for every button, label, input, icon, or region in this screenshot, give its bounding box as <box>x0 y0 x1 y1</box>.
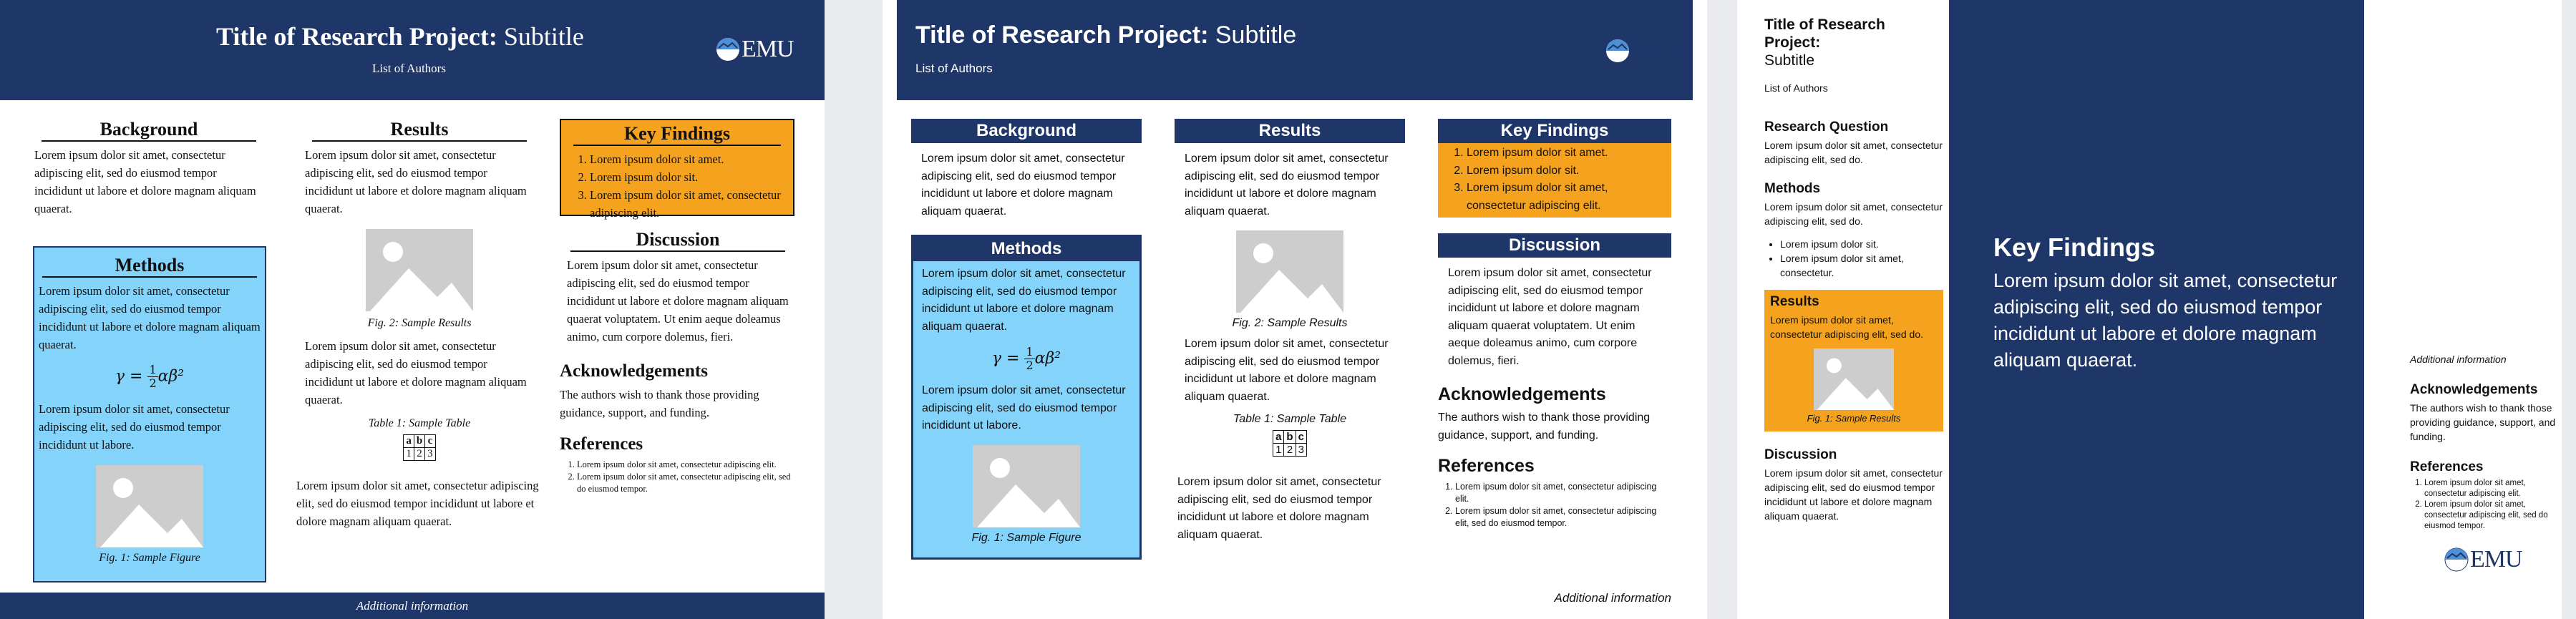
list-item: 1. Lorem ipsum dolor sit amet. <box>590 150 786 168</box>
emu-logo <box>716 36 794 63</box>
background-text: Lorem ipsum dolor sit amet, consectetur adipiscing elit, sed do eiusmod tempor incididunt ut labore et dolore magnam aliquam quaerat. <box>921 152 1125 218</box>
section-heading-methods: Methods <box>1764 181 1821 196</box>
key-findings-list <box>1445 145 1664 215</box>
table-caption: Table 1: Sample Table <box>1233 413 1347 425</box>
key-findings-panel <box>1949 0 2364 619</box>
column-right <box>2410 354 2557 573</box>
figure-caption: Fig. 1: Sample Figure <box>99 552 200 564</box>
results-text: Lorem ipsum dolor sit amet, consectetur adipiscing elit, sed do. <box>1770 314 1924 340</box>
research-question-text: Lorem ipsum dolor sit amet, consectetur adipiscing elit, sed do. <box>1764 140 1943 165</box>
image-placeholder-icon <box>1236 230 1343 313</box>
logo-text: EMU <box>1631 37 1683 64</box>
key-findings-list <box>568 150 786 222</box>
methods-text: Lorem ipsum dolor sit amet, consectetur adipiscing elit, sed do eiusmod tempor incididunt ut labore et dolore magnam aliquam quaerat. <box>39 284 261 351</box>
section-heading-key-findings: Key Findings <box>1438 119 1671 143</box>
section-heading-acknowledgements: Acknowledgements <box>2410 382 2538 397</box>
list-item: • Lorem ipsum dolor sit. <box>1780 237 1943 251</box>
figure-caption: Fig. 2: Sample Results <box>1232 317 1348 329</box>
section-heading-references: References <box>560 434 643 454</box>
section-heading-results: Results <box>1770 294 1819 309</box>
references-list <box>1438 481 1671 530</box>
emu-logo <box>2444 546 2557 573</box>
sample-table <box>403 434 435 461</box>
list-item: 1. Lorem ipsum dolor sit amet. <box>1467 145 1664 162</box>
methods-text-2: Lorem ipsum dolor sit amet, consectetur adipiscing elit, sed do eiusmod tempor incididunt ut labore. <box>922 384 1126 432</box>
section-heading-background: Background <box>911 119 1142 143</box>
section-heading-acknowledgements: Acknowledgements <box>1438 384 1606 404</box>
table-row: 1 2 3 <box>404 448 435 461</box>
poster-serif <box>0 0 825 619</box>
section-heading-results: Results <box>312 119 527 142</box>
results-box <box>1764 290 1943 432</box>
image-placeholder-icon <box>366 229 473 311</box>
sample-results-image <box>366 229 473 311</box>
list-item: 2. Lorem ipsum dolor sit amet, consectetur adipiscing elit, sed do eiusmod tempor. <box>577 471 796 495</box>
results-text-3: Lorem ipsum dolor sit amet, consectetur adipiscing elit, sed do eiusmod tempor incididunt ut labore et dolore magnam aliquam quaerat. <box>296 479 539 528</box>
results-text: Lorem ipsum dolor sit amet, consectetur adipiscing elit, sed do eiusmod tempor incididunt ut labore et dolore magnam aliquam quaerat. <box>1185 152 1389 218</box>
sample-figure-image <box>973 445 1080 527</box>
table-row: 1 2 3 <box>1273 444 1307 457</box>
methods-text: Lorem ipsum dolor sit amet, consectetur adipiscing elit, sed do eiusmod tempor incididunt ut labore et dolore magnam aliquam quaerat. <box>922 268 1126 333</box>
image-placeholder-icon <box>1814 349 1894 410</box>
section-heading-results: Results <box>1175 119 1405 143</box>
table-caption: Table 1: Sample Table <box>368 417 471 429</box>
sample-figure-image <box>96 465 203 547</box>
list-item: 1. Lorem ipsum dolor sit amet, consectetur adipiscing elit. <box>2424 478 2557 499</box>
background-text: Lorem ipsum dolor sit amet, consectetur adipiscing elit, sed do eiusmod tempor incididunt ut labore et dolore magnam aliquam quaerat. <box>34 148 256 215</box>
poster-three-panel <box>1737 0 2562 619</box>
figure-caption: Fig. 1: Sample Results <box>1807 413 1901 424</box>
list-item: 2. Lorem ipsum dolor sit amet, consectetur adipiscing elit, sed do eiusmod tempor. <box>1455 505 1671 530</box>
emu-logo <box>1605 37 1683 64</box>
image-placeholder-icon <box>96 465 203 547</box>
section-heading-key-findings: Key Findings <box>1993 233 2156 262</box>
section-heading-research-question: Research Question <box>1764 120 1889 135</box>
results-text-2: Lorem ipsum dolor sit amet, consectetur adipiscing elit, sed do eiusmod tempor incididunt ut labore et dolore magnam aliquam quaerat. <box>305 339 527 406</box>
section-heading-references: References <box>1438 456 1535 476</box>
discussion-text: Lorem ipsum dolor sit amet, consectetur adipiscing elit, sed do eiusmod tempor incididunt ut labore et dolore magnam aliquam quaerat. <box>1764 467 1943 522</box>
author-list: List of Authors <box>372 62 446 75</box>
list-item: 1. Lorem ipsum dolor sit amet, consectetur adipiscing elit. <box>577 459 796 471</box>
results-text: Lorem ipsum dolor sit amet, consectetur adipiscing elit, sed do eiusmod tempor incididunt ut labore et dolore magnam aliquam quaerat. <box>305 148 527 215</box>
equation: γ = $\frac{1}{2}$ αβ² <box>115 363 185 390</box>
methods-bullets <box>1764 237 1943 280</box>
acknowledgements-text: The authors wish to thank those providing guidance, support, and funding. <box>2410 402 2556 442</box>
list-item: 3. Lorem ipsum dolor sit amet, consectetur adipiscing elit. <box>1467 180 1664 215</box>
sample-results-image <box>1236 230 1343 313</box>
poster-footer: Additional information <box>1554 591 1671 605</box>
figure-caption: Fig. 1: Sample Figure <box>971 531 1082 544</box>
results-text-3: Lorem ipsum dolor sit amet, consectetur adipiscing elit, sed do eiusmod tempor incididunt ut labore et dolore magnam aliquam quaerat. <box>1177 476 1381 541</box>
list-item: 2. Lorem ipsum dolor sit. <box>1467 162 1664 180</box>
discussion-text: Lorem ipsum dolor sit amet, consectetur adipiscing elit, sed do eiusmod tempor incididunt ut labore et dolore magnam aliquam quaerat voluptatem. Ut enim aeque doleamus animo, cum corpore dolemus, fieri. <box>1448 267 1652 367</box>
references-list <box>560 459 796 495</box>
poster-header <box>0 0 825 100</box>
logo-mark-icon <box>1605 39 1630 63</box>
list-item: • Lorem ipsum dolor sit amet, consectetur. <box>1780 251 1943 280</box>
logo-text: EMU <box>742 36 794 62</box>
table-row: a b c <box>1273 431 1307 444</box>
column-right <box>1438 119 1671 530</box>
sample-results-image <box>1814 349 1894 410</box>
column-middle <box>1175 119 1405 544</box>
section-heading-references: References <box>2410 459 2484 474</box>
column-right <box>560 119 796 495</box>
section-heading-acknowledgements: Acknowledgements <box>560 361 708 381</box>
key-findings-box <box>560 119 794 220</box>
section-heading-discussion: Discussion <box>1438 233 1671 258</box>
section-heading-methods: Methods <box>913 237 1139 261</box>
logo-mark-icon <box>716 37 740 62</box>
list-item: 2. Lorem ipsum dolor sit amet, consectetur adipiscing elit, sed do eiusmod tempor. <box>2424 499 2557 532</box>
list-item: 2. Lorem ipsum dolor sit. <box>590 168 786 186</box>
references-list <box>2410 478 2557 532</box>
list-item: 3. Lorem ipsum dolor sit amet, consectetur adipiscing elit. <box>590 186 786 222</box>
discussion-text: Lorem ipsum dolor sit amet, consectetur adipiscing elit, sed do eiusmod tempor incididunt ut labore et dolore magnam aliquam quaerat voluptatem. Ut enim aeque doleamus animo, cum corpore dolemus, fieri. <box>567 258 789 343</box>
methods-text-2: Lorem ipsum dolor sit amet, consectetur adipiscing elit, sed do eiusmod tempor incididunt ut labore. <box>39 402 230 452</box>
equation: γ = $\frac{1}{2}$ αβ² <box>991 345 1061 372</box>
methods-text: Lorem ipsum dolor sit amet, consectetur adipiscing elit, sed do. <box>1764 201 1943 227</box>
key-findings-text: Lorem ipsum dolor sit amet, consectetur adipiscing elit, sed do eiusmod tempor incididunt ut labore et dolore magnam aliquam quaerat. <box>1993 270 2338 371</box>
column-left <box>34 119 263 583</box>
poster-title: Title of Research Project: Subtitle <box>915 21 1297 49</box>
logo-mark-icon <box>2444 547 2469 572</box>
section-heading-key-findings: Key Findings <box>573 123 781 146</box>
acknowledgements-text: The authors wish to thank those providing guidance, support, and funding. <box>1438 411 1651 442</box>
column-left <box>1764 16 1943 523</box>
section-heading-background: Background <box>42 119 256 142</box>
column-middle <box>296 119 539 530</box>
additional-info: Additional information <box>2410 354 2507 365</box>
section-heading-discussion: Discussion <box>1764 447 1837 462</box>
poster-sans <box>883 0 1707 619</box>
section-heading-discussion: Discussion <box>570 229 785 252</box>
methods-box <box>33 246 266 583</box>
key-findings-box <box>1438 143 1671 218</box>
acknowledgements-text: The authors wish to thank those providing guidance, support, and funding. <box>560 388 759 419</box>
author-list: List of Authors <box>915 62 993 75</box>
poster-title: Title of Research Project: Subtitle <box>216 22 584 51</box>
table-row: a b c <box>404 435 435 448</box>
methods-box <box>911 235 1142 560</box>
image-placeholder-icon <box>973 445 1080 527</box>
logo-text: EMU <box>2470 546 2522 572</box>
author-list: List of Authors <box>1764 82 1828 94</box>
results-text-2: Lorem ipsum dolor sit amet, consectetur adipiscing elit, sed do eiusmod tempor incididunt ut labore et dolore magnam aliquam quaerat. <box>1185 338 1389 403</box>
section-heading-methods: Methods <box>42 255 257 278</box>
poster-footer: Additional information <box>0 593 825 619</box>
poster-header <box>897 0 1693 100</box>
sample-table <box>1273 430 1307 457</box>
list-item: 1. Lorem ipsum dolor sit amet, consectetur adipiscing elit. <box>1455 481 1671 505</box>
figure-caption: Fig. 2: Sample Results <box>367 317 472 329</box>
poster-title: Title of Research Project: Subtitle <box>1764 16 1885 69</box>
column-left <box>911 119 1142 560</box>
